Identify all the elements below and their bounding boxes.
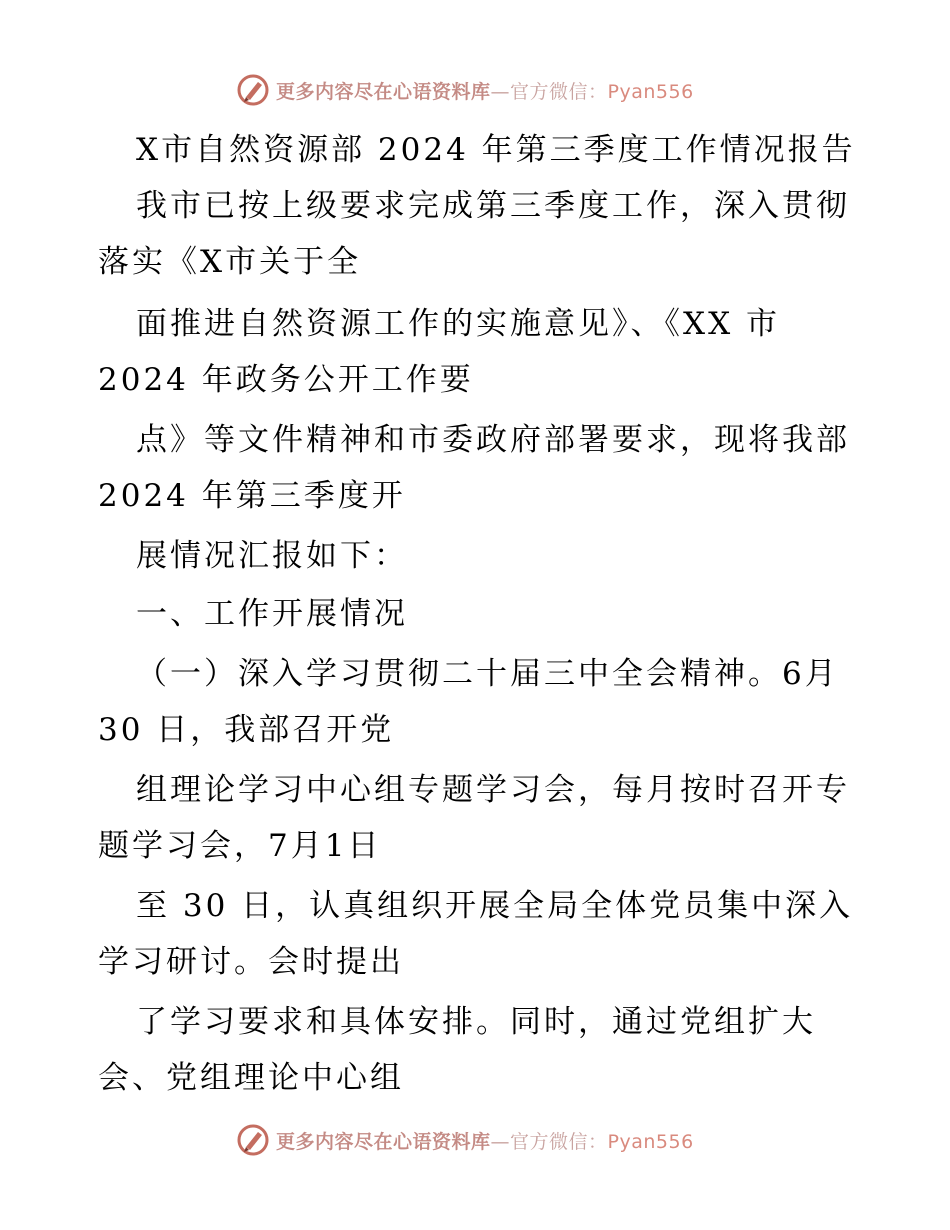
text-line: 点》等文件精神和市委政府部署要求，现将我部 <box>136 422 850 458</box>
text-line: 2024 年第三季度开 <box>98 478 406 514</box>
watermark-footer <box>236 1122 716 1158</box>
text-line: 题学习会，7月1日 <box>98 828 382 864</box>
subsection-heading: （一）深入学习贯彻二十届三中全会精神。6月 <box>136 656 839 692</box>
text-line: 30 日，我部召开党 <box>98 712 395 748</box>
watermark-brand: 更多内容尽在心语资料库 <box>276 80 491 103</box>
text-line: 展情况汇报如下： <box>136 538 408 574</box>
text-line: 组理论学习中心组专题学习会，每月按时召开专 <box>136 772 850 808</box>
text-line: 学习研讨。会时提出 <box>98 944 404 980</box>
watermark-label: 官方微信： <box>510 1130 608 1153</box>
pen-logo-icon <box>236 1123 270 1157</box>
watermark-brand: 更多内容尽在心语资料库 <box>276 1130 491 1153</box>
watermark-handle: Pyan556 <box>607 1130 694 1153</box>
text-line: 至 30 日，认真组织开展全局全体党员集中深入 <box>136 888 854 924</box>
text-line: 我市已按上级要求完成第三季度工作，深入贯彻 <box>136 188 850 224</box>
pen-logo-icon <box>236 73 270 107</box>
text-line: 会、党组理论中心组 <box>98 1060 404 1096</box>
document-title: X市自然资源部 2024 年第三季度工作情况报告 <box>136 132 856 168</box>
watermark-separator: — <box>490 80 511 103</box>
watermark-handle: Pyan556 <box>607 80 694 103</box>
text-line: 落实《X市关于全 <box>98 244 362 280</box>
watermark-header <box>236 72 716 108</box>
text-line: 2024 年政务公开工作要 <box>98 362 474 398</box>
text-line: 了学习要求和具体安排。同时，通过党组扩大 <box>136 1004 816 1040</box>
text-line: 面推进自然资源工作的实施意见》、《XX 市 <box>136 306 780 342</box>
watermark-separator: — <box>490 1130 511 1153</box>
watermark-label: 官方微信： <box>510 80 608 103</box>
section-heading: 一、工作开展情况 <box>136 596 408 632</box>
